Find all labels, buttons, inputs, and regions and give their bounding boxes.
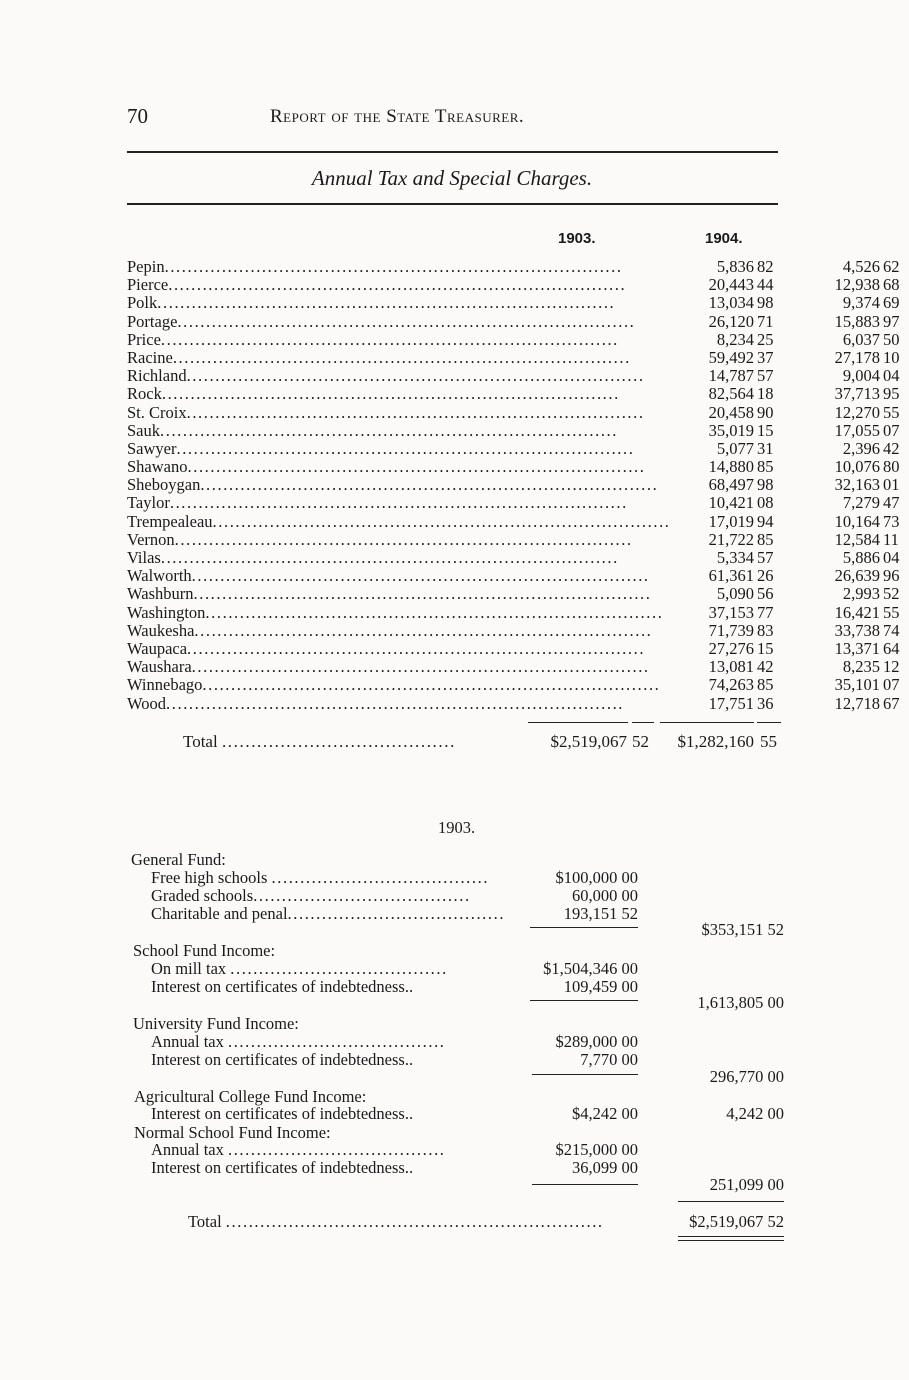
normal-fund-heading: Normal School Fund Income:: [134, 1123, 331, 1142]
value-1903-dollars: 68,497: [708, 475, 754, 495]
value-1903-cents: 15: [757, 420, 774, 440]
column-header-1904: 1904.: [705, 230, 743, 247]
university-fund-amount: 7,770 00: [580, 1050, 638, 1069]
page-number: 70: [127, 104, 148, 128]
breakdown-year: 1903.: [438, 818, 476, 837]
value-1903-cents: 71: [757, 311, 774, 331]
value-1903-cents: 98: [757, 293, 774, 313]
value-1904-dollars: 12,718: [834, 693, 880, 713]
value-1903-cents: 15: [757, 638, 774, 658]
value-1904-dollars: 5,886: [842, 548, 880, 567]
normal-fund-rule: [532, 1184, 638, 1185]
sum-rule-1903-cents: [632, 722, 654, 723]
county-row: [127, 457, 900, 477]
value-1903-cents: 98: [757, 475, 774, 495]
value-1903-dollars: 5,077: [716, 438, 754, 458]
county-name: St. Croix................................................................................: [127, 402, 645, 422]
value-1903-dollars: 35,019: [708, 420, 754, 440]
value-1903-dollars: 14,787: [708, 366, 754, 386]
value-1903-cents: 37: [757, 347, 774, 367]
value-1903-cents: 57: [757, 548, 774, 567]
value-1903-cents: 31: [757, 438, 774, 458]
value-1903-cents: 83: [757, 620, 774, 640]
county-row: [127, 511, 900, 531]
county-row: [127, 347, 900, 367]
value-1904-dollars: 7,279: [842, 493, 880, 513]
value-1903-cents: 82: [757, 257, 774, 276]
county-row: [127, 620, 900, 640]
sum-rule-1904: [660, 722, 754, 723]
value-1904-dollars: 10,076: [834, 457, 880, 477]
value-1904-cents: 95: [883, 384, 900, 404]
school-fund-heading: School Fund Income:: [133, 941, 276, 960]
value-1904-dollars: 37,713: [834, 384, 880, 404]
value-1903-dollars: 20,443: [708, 275, 754, 295]
normal-fund-item: Annual tax ......................................: [151, 1140, 446, 1159]
university-fund-item: Interest on certificates of indebtedness..: [151, 1050, 414, 1069]
value-1903-cents: 90: [757, 402, 774, 422]
county-name: Pierce................................................................................: [127, 275, 627, 295]
county-name: Sauk................................................................................: [127, 420, 618, 440]
county-row: [127, 529, 899, 549]
value-1904-cents: 55: [883, 402, 900, 422]
county-total-label: Total ........................................: [183, 732, 456, 751]
county-name: Vernon................................................................................: [127, 529, 633, 549]
agricultural-fund-item: Interest on certificates of indebtedness..: [151, 1104, 414, 1123]
value-1904-cents: 96: [883, 566, 900, 586]
value-1903-cents: 85: [757, 529, 774, 549]
normal-fund-amount: 36,099 00: [572, 1158, 638, 1177]
agricultural-fund-amount: $4,242 00: [572, 1104, 638, 1123]
university-fund-amount: $289,000 00: [555, 1032, 638, 1051]
county-name: Washington................................................................................: [127, 602, 664, 622]
university-fund-rule: [532, 1074, 638, 1075]
county-row: [127, 475, 900, 495]
value-1903-dollars: 20,458: [708, 402, 754, 422]
county-name: Sawyer................................................................................: [127, 438, 635, 458]
value-1903-cents: 44: [757, 275, 774, 295]
county-name: Vilas................................................................................: [127, 548, 619, 567]
value-1904-cents: 68: [883, 275, 900, 295]
value-1904-cents: 47: [883, 493, 900, 513]
grand-total-amount: $2,519,067 52: [689, 1212, 784, 1231]
agricultural-fund-heading: Agricultural College Fund Income:: [134, 1087, 367, 1106]
value-1903-cents: 56: [757, 584, 774, 604]
value-1903-cents: 85: [757, 675, 774, 695]
normal-fund-item: Interest on certificates of indebtedness..: [151, 1158, 414, 1177]
general-fund-subtotal: $353,151 52: [701, 920, 784, 939]
value-1904-cents: 52: [883, 584, 900, 604]
value-1904-dollars: 17,055: [834, 420, 880, 440]
value-1903-dollars: 37,153: [708, 602, 754, 622]
value-1904-dollars: 32,163: [834, 475, 880, 495]
school-fund-item: Interest on certificates of indebtedness..: [151, 977, 414, 996]
value-1904-cents: 73: [883, 511, 900, 531]
value-1904-cents: 42: [883, 438, 900, 458]
general-fund-amount: $100,000 00: [555, 868, 638, 887]
county-row: [127, 675, 900, 695]
county-name: Trempealeau................................................................................: [127, 511, 671, 531]
top-rule: [127, 151, 778, 153]
value-1903-dollars: 27,276: [708, 638, 754, 658]
value-1903-dollars: 26,120: [708, 311, 754, 331]
county-row: [127, 293, 900, 313]
school-fund-amount: 109,459 00: [563, 977, 638, 996]
value-1904-dollars: 12,938: [834, 275, 880, 295]
grand-total-double-rule-1: [678, 1236, 784, 1237]
value-1903-dollars: 59,492: [708, 347, 754, 367]
value-1904-dollars: 4,526: [842, 257, 880, 276]
value-1904-cents: 01: [883, 475, 900, 495]
value-1903-cents: 18: [757, 384, 774, 404]
value-1903-cents: 36: [757, 693, 774, 713]
sum-rule-1904-cents: [757, 722, 781, 723]
value-1904-cents: 55: [883, 602, 900, 622]
value-1903-cents: 85: [757, 457, 774, 477]
value-1903-cents: 08: [757, 493, 774, 513]
value-1903-dollars: 71,739: [708, 620, 754, 640]
sum-rule-1903: [528, 722, 628, 723]
value-1904-cents: 10: [883, 347, 900, 367]
value-1903-dollars: 17,019: [708, 511, 754, 531]
value-1904-dollars: 9,374: [842, 293, 880, 313]
county-total-1903-cents: 52: [632, 732, 649, 751]
value-1904-dollars: 12,270: [834, 402, 880, 422]
value-1903-dollars: 10,421: [708, 493, 754, 513]
value-1904-dollars: 26,639: [834, 566, 880, 586]
value-1904-dollars: 2,993: [842, 584, 880, 604]
value-1904-dollars: 16,421: [834, 602, 880, 622]
value-1904-dollars: 35,101: [834, 675, 880, 695]
general-fund-item: Graded schools......................................: [151, 886, 471, 905]
value-1903-cents: 57: [757, 366, 774, 386]
county-name: Walworth................................................................................: [127, 566, 650, 586]
grand-total-label: Total ..................................................................: [188, 1212, 604, 1231]
university-fund-heading: University Fund Income:: [133, 1014, 299, 1033]
value-1904-dollars: 33,738: [834, 620, 880, 640]
county-row: [127, 311, 900, 331]
county-row: [127, 329, 900, 349]
county-row: [127, 384, 900, 404]
county-row: [127, 275, 900, 295]
value-1904-cents: 12: [883, 657, 900, 677]
county-name: Shawano................................................................................: [127, 457, 646, 477]
value-1904-cents: 64: [883, 638, 900, 658]
subtitle-rule: [127, 203, 778, 205]
county-name: Winnebago................................................................................: [127, 675, 661, 695]
value-1904-dollars: 9,004: [842, 366, 880, 386]
county-name: Waushara................................................................................: [127, 657, 650, 677]
grand-total-rule: [678, 1201, 784, 1202]
value-1904-dollars: 15,883: [834, 311, 880, 331]
value-1904-cents: 04: [883, 548, 900, 567]
value-1903-dollars: 5,090: [716, 584, 754, 604]
value-1904-cents: 67: [883, 693, 900, 713]
county-name: Taylor................................................................................: [127, 493, 628, 513]
general-fund-rule: [530, 927, 638, 928]
value-1903-dollars: 13,081: [708, 657, 754, 677]
value-1904-cents: 97: [883, 311, 900, 331]
general-fund-amount: 60,000 00: [572, 886, 638, 905]
county-name: Racine................................................................................: [127, 347, 631, 367]
general-fund-item: Free high schools ......................................: [151, 868, 490, 887]
value-1903-cents: 77: [757, 602, 774, 622]
county-row: [127, 548, 900, 567]
county-table: [127, 257, 900, 713]
value-1904-cents: 62: [883, 257, 900, 276]
county-row: [127, 493, 900, 513]
county-name: Pepin................................................................................: [127, 257, 623, 276]
value-1903-dollars: 74,263: [708, 675, 754, 695]
county-row: [127, 257, 900, 276]
county-name: Rock................................................................................: [127, 384, 620, 404]
value-1903-dollars: 5,334: [716, 548, 754, 567]
value-1904-dollars: 27,178: [834, 347, 880, 367]
school-fund-subtotal: 1,613,805 00: [697, 993, 784, 1012]
grand-total-double-rule-2: [678, 1240, 784, 1241]
county-total-1903: $2,519,067: [550, 732, 627, 751]
value-1904-cents: 07: [883, 675, 900, 695]
section-subtitle: Annual Tax and Special Charges.: [311, 166, 593, 190]
county-row: [127, 566, 900, 586]
county-row: [127, 638, 900, 658]
value-1903-dollars: 17,751: [708, 693, 754, 713]
value-1904-dollars: 13,371: [834, 638, 880, 658]
value-1903-cents: 25: [757, 329, 774, 349]
county-name: Waupaca................................................................................: [127, 638, 646, 658]
value-1904-cents: 80: [883, 457, 900, 477]
county-name: Price................................................................................: [127, 329, 619, 349]
value-1904-cents: 04: [883, 366, 900, 386]
school-fund-item: On mill tax ......................................: [151, 959, 448, 978]
normal-fund-subtotal: 251,099 00: [709, 1175, 784, 1194]
value-1904-cents: 69: [883, 293, 900, 313]
value-1904-cents: 50: [883, 329, 900, 349]
value-1904-dollars: 12,584: [834, 529, 880, 549]
value-1903-dollars: 13,034: [708, 293, 754, 313]
running-title: Report of the State Treasurer.: [270, 106, 525, 127]
county-name: Richland................................................................................: [127, 366, 645, 386]
agricultural-fund-subtotal: 4,242 00: [726, 1104, 784, 1123]
county-row: [127, 657, 900, 677]
school-fund-rule: [530, 1000, 638, 1001]
value-1903-dollars: 82,564: [708, 384, 754, 404]
county-row: [127, 438, 900, 458]
county-total-1904: $1,282,160: [677, 732, 754, 751]
county-row: [127, 693, 900, 713]
county-row: [127, 602, 900, 622]
general-fund-item: Charitable and penal......................................: [151, 904, 506, 923]
value-1903-dollars: 14,880: [708, 457, 754, 477]
value-1903-cents: 94: [757, 511, 774, 531]
university-fund-subtotal: 296,770 00: [709, 1067, 784, 1086]
column-header-1903: 1903.: [558, 230, 596, 247]
value-1903-cents: 26: [757, 566, 774, 586]
county-name: Waukesha................................................................................: [127, 620, 653, 640]
county-name: Washburn................................................................................: [127, 584, 652, 604]
county-row: [127, 420, 900, 440]
value-1904-cents: 11: [883, 529, 899, 549]
county-name: Wood................................................................................: [127, 693, 625, 713]
value-1903-dollars: 21,722: [708, 529, 754, 549]
general-fund-amount: 193,151 52: [563, 904, 638, 923]
value-1903-dollars: 8,234: [716, 329, 754, 349]
general-fund-heading: General Fund:: [131, 850, 226, 869]
county-name: Sheboygan................................................................................: [127, 475, 659, 495]
university-fund-item: Annual tax ......................................: [151, 1032, 446, 1051]
value-1904-cents: 74: [883, 620, 900, 640]
county-name: Polk................................................................................: [127, 293, 616, 313]
county-row: [127, 402, 900, 422]
county-row: [127, 366, 900, 386]
value-1904-dollars: 8,235: [842, 657, 880, 677]
county-total-1904-cents: 55: [760, 732, 777, 751]
county-row: [127, 584, 900, 604]
value-1903-dollars: 61,361: [708, 566, 754, 586]
school-fund-amount: $1,504,346 00: [543, 959, 638, 978]
value-1904-cents: 07: [883, 420, 900, 440]
value-1904-dollars: 6,037: [842, 329, 880, 349]
value-1903-dollars: 5,836: [716, 257, 754, 276]
normal-fund-amount: $215,000 00: [555, 1140, 638, 1159]
value-1904-dollars: 10,164: [834, 511, 880, 531]
county-name: Portage................................................................................: [127, 311, 636, 331]
value-1904-dollars: 2,396: [842, 438, 880, 458]
value-1903-cents: 42: [757, 657, 774, 677]
